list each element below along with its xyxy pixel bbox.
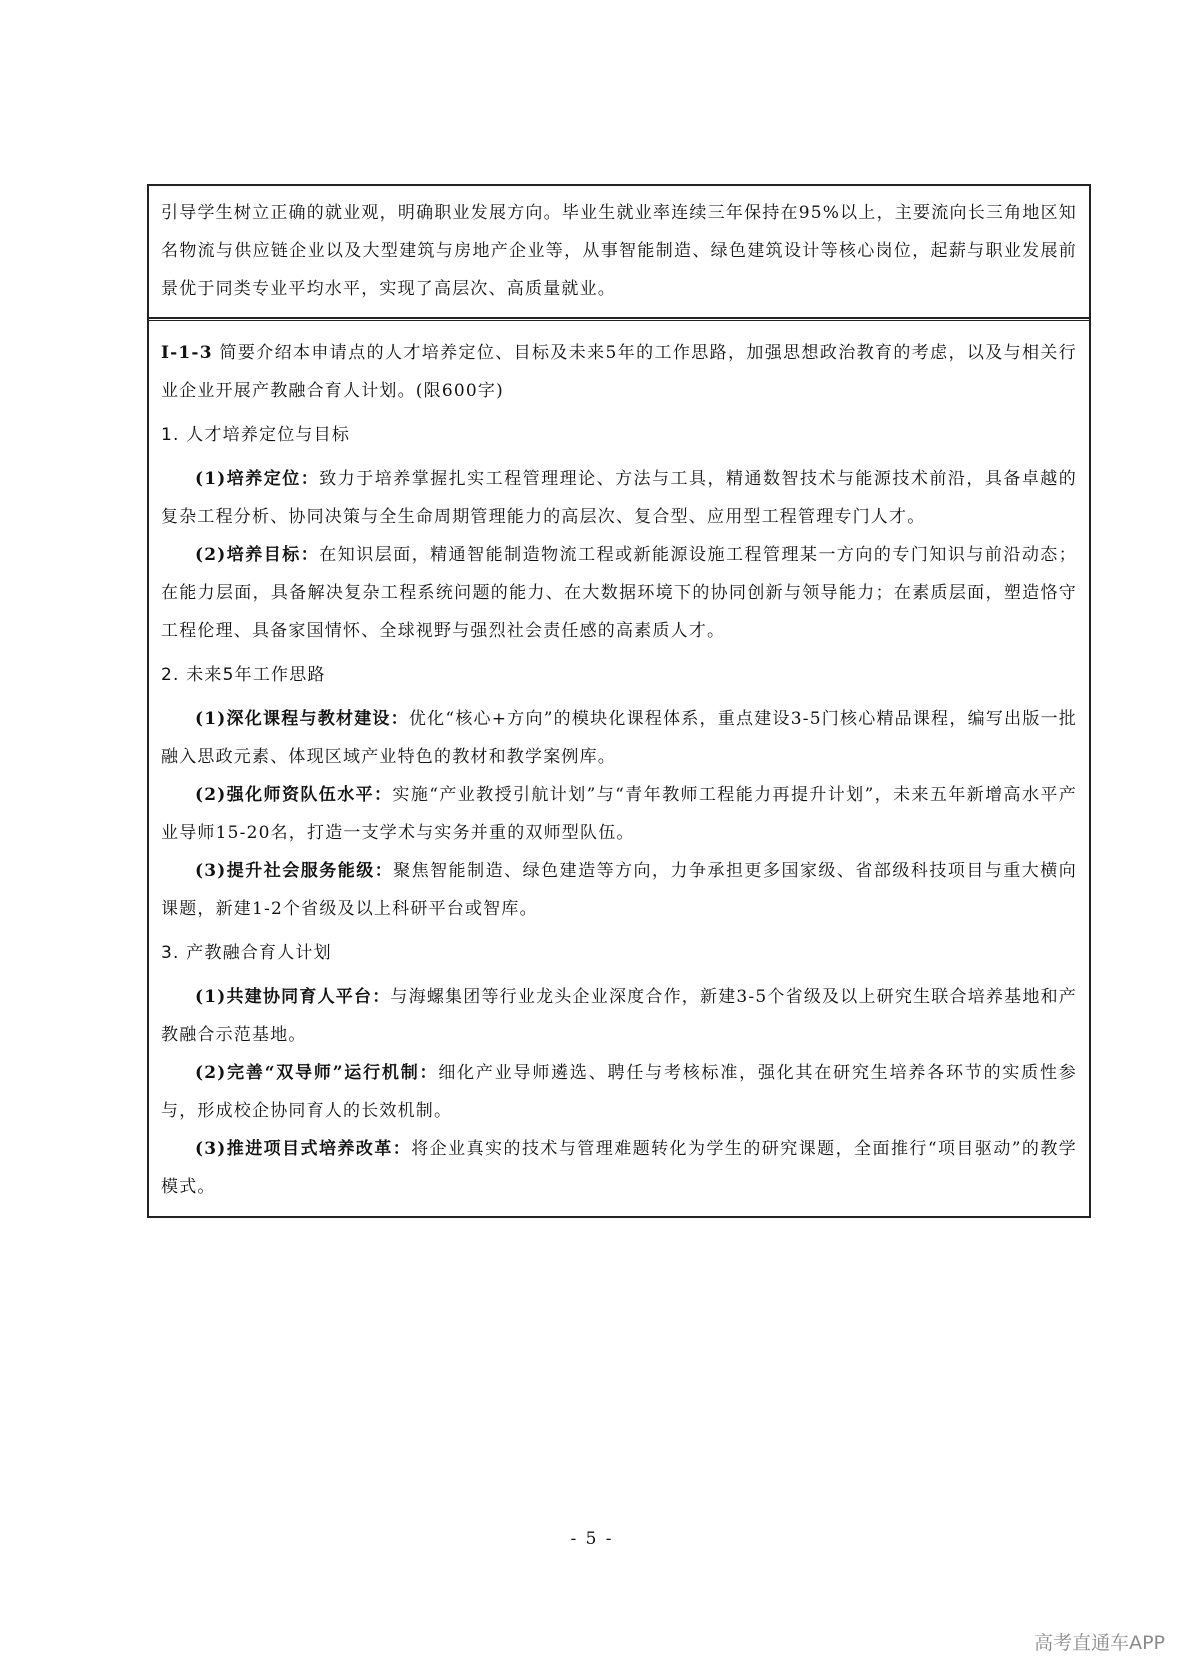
section-heading: 3. 产教融合育人计划 [161,943,332,963]
item-paragraph [161,1130,1077,1206]
question-code: I-1-3 [161,343,213,363]
item-label: (3)推进项目式培养改革： [195,1139,412,1159]
item-paragraph [161,852,1077,928]
item-label: (2)培养目标： [195,545,320,565]
section-heading: 2. 未来5年工作思路 [161,665,326,685]
item-label: (2)完善“双导师”运行机制： [195,1063,439,1083]
question-box [147,322,1091,1218]
section-heading: 1. 人才培养定位与目标 [161,425,351,445]
item-text: 在知识层面，精通智能制造物流工程或新能源设施工程管理某一方向的专门知识与前沿动态；在能力层面，具备解决复杂工程系统问题的能力、在大数据环境下的协同创新与领导能力；在素质层面，塑造恪守工程伦理、具备家国情怀、全球视野与强烈社会责任感的高素质人才。 [161,545,1077,641]
item-paragraph [161,700,1077,776]
item-paragraph [161,1054,1077,1130]
employment-box [147,184,1091,319]
item-label: (1)培养定位： [195,469,320,489]
item-paragraph [161,460,1077,536]
item-paragraph [161,776,1077,852]
item-label: (3)提升社会服务能级： [195,861,394,881]
item-text: 实施“产业教授引航计划”与“青年教师工程能力再提升计划”，未来五年新增高水平产业导师15-20名，打造一支学术与实务并重的双师型队伍。 [161,785,1077,843]
question-prompt [161,334,1077,410]
item-text: 优化“核心+方向”的模块化课程体系，重点建设3-5门核心精品课程，编写出版一批融入思政元素、体现区域产业特色的教材和教学案例库。 [161,709,1078,767]
item-label: (2)强化师资队伍水平： [195,785,393,805]
item-label: (1)共建协同育人平台： [195,987,391,1007]
item-text: 致力于培养掌握扎实工程管理理论、方法与工具，精通数智技术与能源技术前沿，具备卓越的复杂工程分析、协同决策与全生命周期管理能力的高层次、复合型、应用型工程管理专门人才。 [161,469,1077,527]
form-table [147,184,1091,1218]
page-number: - 5 - [570,1529,614,1549]
employment-paragraph: 引导学生树立正确的就业观，明确职业发展方向。毕业生就业率连续三年保持在95%以上，主要流向长三角地区知名物流与供应链企业以及大型建筑与房地产企业等，从事智能制造、绿色建筑设计等核心岗位，起薪与职业发展前景优于同类专业平均水平，实现了高层次、高质量就业。 [161,203,1077,299]
item-label: (1)深化课程与教材建设： [195,709,409,729]
question-text: 简要介绍本申请点的人才培养定位、目标及未来5年的工作思路，加强思想政治教育的考虑，以及与相关行业企业开展产教融合育人计划。(限600字) [161,343,1078,401]
item-text: 细化产业导师遴选、聘任与考核标准，强化其在研究生培养各环节的实质性参与，形成校企协同育人的长效机制。 [161,1063,1077,1121]
item-text: 聚焦智能制造、绿色建造等方向，力争承担更多国家级、省部级科技项目与重大横向课题，新建1-2个省级及以上科研平台或智库。 [161,861,1077,919]
item-paragraph [161,978,1077,1054]
item-text: 与海螺集团等行业龙头企业深度合作，新建3-5个省级及以上研究生联合培养基地和产教融合示范基地。 [161,987,1077,1045]
item-paragraph [161,536,1077,650]
watermark: 高考直通车APP [1034,1632,1165,1654]
item-text: 将企业真实的技术与管理难题转化为学生的研究课题，全面推行“项目驱动”的教学模式。 [161,1139,1078,1197]
